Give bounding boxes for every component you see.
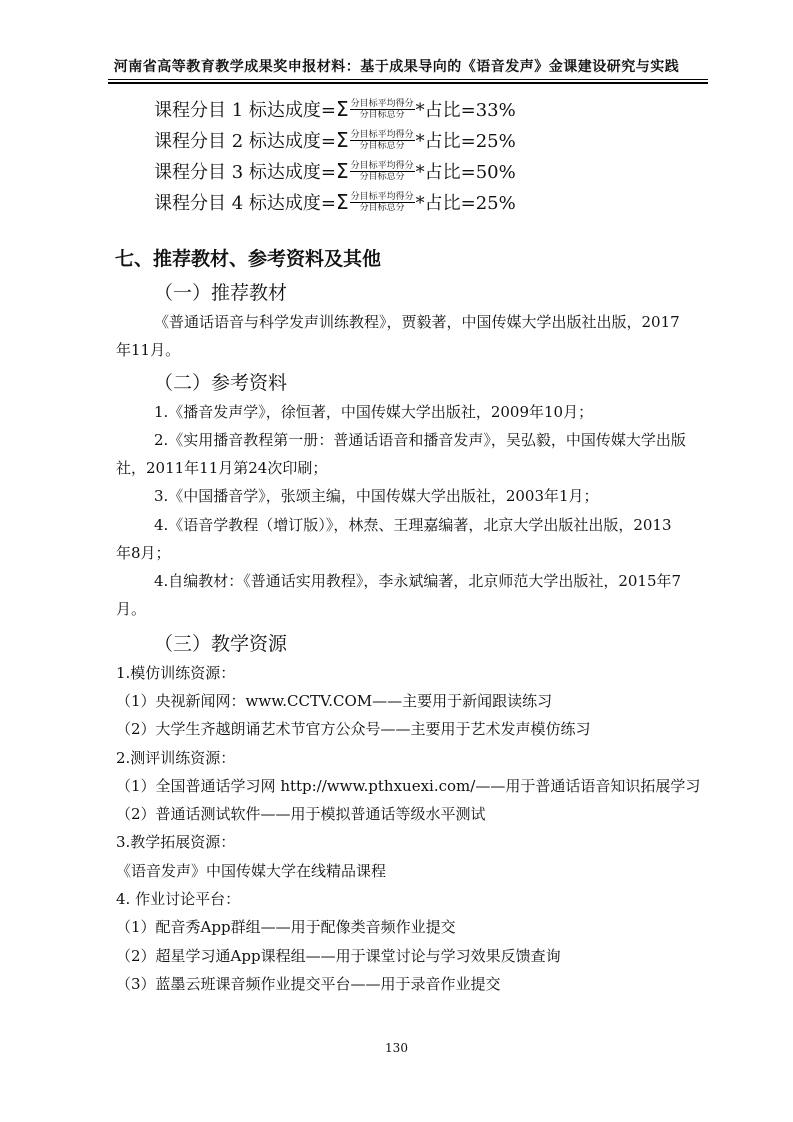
fraction bbox=[350, 130, 415, 151]
formula-1 bbox=[154, 95, 634, 123]
fraction-denominator: 分目标总分 bbox=[359, 109, 405, 120]
resource-line: （2）超星学习通App课程组——用于课堂讨论与学习效果反馈查询 bbox=[116, 947, 561, 965]
fraction bbox=[350, 161, 415, 182]
reference-line: 月。 bbox=[116, 600, 147, 618]
formula-suffix: *占比=25% bbox=[415, 193, 516, 214]
paragraph-line: 年11月。 bbox=[116, 341, 181, 359]
paragraph-line: 《普通话语音与科学发声训练教程》，贾毅著，中国传媒大学出版社出版，2017 bbox=[154, 313, 680, 331]
formula-3 bbox=[154, 157, 634, 185]
resource-line: 3.教学拓展资源： bbox=[116, 833, 236, 851]
fraction-denominator: 分目标总分 bbox=[359, 202, 405, 213]
formula-2 bbox=[154, 126, 634, 154]
formula-prefix: 课程分目 1 标达成度= bbox=[154, 100, 336, 121]
resource-line: 4. 作业讨论平台： bbox=[116, 890, 241, 908]
fraction-numerator: 分目标平均得分 bbox=[350, 191, 414, 202]
resource-line: （1）配音秀App群组——用于配像类音频作业提交 bbox=[116, 918, 456, 936]
reference-line: 4.自编教材：《普通话实用教程》，李永斌编著，北京师范大学出版社，2015年7 bbox=[154, 572, 682, 590]
sigma-symbol: Σ bbox=[335, 159, 349, 183]
fraction-numerator: 分目标平均得分 bbox=[350, 129, 414, 140]
fraction-denominator: 分目标总分 bbox=[359, 140, 405, 151]
reference-line: 3.《中国播音学》，张颂主编，中国传媒大学出版社，2003年1月； bbox=[154, 487, 599, 505]
subsection-title-references: （二）参考资料 bbox=[154, 372, 288, 394]
resource-line: 1.模仿训练资源： bbox=[116, 664, 236, 682]
formula-suffix: *占比=33% bbox=[415, 100, 516, 121]
resource-line: （3）蓝墨云班课音频作业提交平台——用于录音作业提交 bbox=[116, 975, 501, 993]
reference-line: 4.《语音学教程（增订版）》，林焘、王理嘉编著，北京大学出版社出版，2013 bbox=[154, 516, 672, 534]
formula-suffix: *占比=25% bbox=[415, 131, 516, 152]
fraction-denominator: 分目标总分 bbox=[359, 171, 405, 182]
resource-line: （1）央视新闻网：www.CCTV.COM——主要用于新闻跟读练习 bbox=[116, 692, 553, 710]
resource-line: 2.测评训练资源： bbox=[116, 749, 236, 767]
resource-line: （2）普通话测试软件——用于模拟普通话等级水平测试 bbox=[116, 805, 486, 823]
section-title: 七、推荐教材、参考资料及其他 bbox=[115, 248, 382, 270]
resource-line: （1）全国普通话学习网 http://www.pthxuexi.com/——用于普通话语音知识拓展学习 bbox=[116, 777, 701, 795]
sigma-symbol: Σ bbox=[335, 97, 349, 121]
sigma-symbol: Σ bbox=[335, 190, 349, 214]
fraction-numerator: 分目标平均得分 bbox=[350, 98, 414, 109]
fraction bbox=[350, 99, 415, 120]
reference-line: 社，2011年11月第24次印刷； bbox=[116, 459, 328, 477]
resource-line: 《语音发声》中国传媒大学在线精品课程 bbox=[116, 862, 387, 880]
header-rule-thick bbox=[108, 82, 708, 84]
subsection-title-resources: （三）教学资源 bbox=[154, 633, 288, 655]
formula-prefix: 课程分目 3 标达成度= bbox=[154, 162, 336, 183]
formula-suffix: *占比=50% bbox=[415, 162, 516, 183]
fraction-numerator: 分目标平均得分 bbox=[350, 160, 414, 171]
reference-line: 1.《播音发声学》，徐恒著，中国传媒大学出版社，2009年10月； bbox=[154, 403, 594, 421]
sigma-symbol: Σ bbox=[335, 128, 349, 152]
resource-line: （2）大学生齐越朗诵艺术节官方公众号——主要用于艺术发声模仿练习 bbox=[116, 720, 591, 738]
reference-line: 2.《实用播音教程第一册：普通话语音和播音发声》，吴弘毅，中国传媒大学出版 bbox=[154, 431, 686, 449]
subsection-title-textbook: （一）推荐教材 bbox=[154, 282, 288, 304]
fraction bbox=[350, 192, 415, 213]
reference-line: 年8月； bbox=[116, 544, 171, 562]
page-number: 130 bbox=[385, 1041, 408, 1055]
document-header: 河南省高等教育教学成果奖申报材料：基于成果导向的《语音发声》金课建设研究与实践 bbox=[113, 59, 680, 75]
header-rule bbox=[108, 79, 708, 80]
formula-prefix: 课程分目 2 标达成度= bbox=[154, 131, 336, 152]
formula-prefix: 课程分目 4 标达成度= bbox=[154, 193, 336, 214]
formula-4 bbox=[154, 188, 634, 216]
